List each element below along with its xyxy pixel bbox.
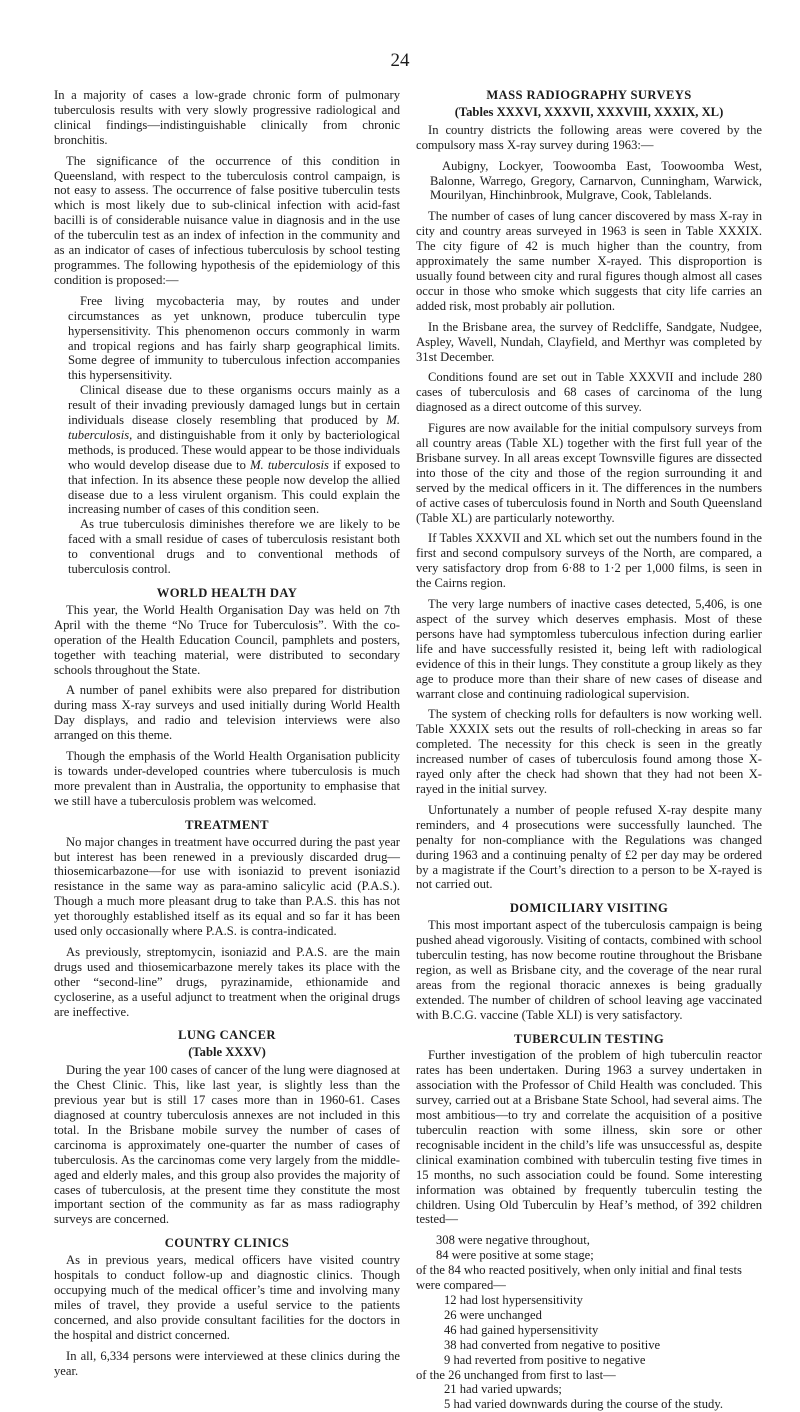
paragraph: Figures are now available for the initial compulsory surveys from all country areas (Table XL) together with the first full year of the Brisbane survey. In all areas except Townsville figures are dissected into those of the city and those of the region surrounding it and served by the medical officers in it. The differences in the numbers of active cases of tuberculosis found in North and South Queensland (Table XL) are particularly noteworthy. xyxy=(416,421,762,525)
result-line: 84 were positive at some stage; xyxy=(436,1248,594,1263)
section-subheading: (Tables XXXVI, XXXVII, XXXVIII, XXXIX, XL) xyxy=(454,104,724,119)
paragraph: In the Brisbane area, the survey of Redcliffe, Sandgate, Nudgee, Aspley, Wavell, Nundah, Clayfield, and Merthyr was completed by 31st December. xyxy=(416,319,762,364)
paragraph: As previously, streptomycin, isoniazid and P.A.S. are the main drugs used and thiosemicarbazone merely takes its place with the other “second-line” drugs, pyrazinamide, ethionamide and cycloserine, as a useful adjunct to treatment when the original drugs are ineffective. xyxy=(54,944,400,1019)
left-column xyxy=(54,88,400,1384)
section-heading-country-clinics: COUNTRY CLINICS xyxy=(164,1236,290,1251)
section-heading-lung-cancer: LUNG CANCER xyxy=(178,1028,276,1043)
survey-areas-list: Aubigny, Lockyer, Toowoomba East, Toowoomba West, Balonne, Warrego, Gregory, Carnarvon, Cunningham, Warwick, Mourilyan, Hinchinbrook, Mulgrave, Cook, Tablelands. xyxy=(430,158,762,203)
paragraph: The significance of the occurrence of this condition in Queensland, with respect to the tuberculosis control campaign, is not easy to assess. The occurrence of false positive tuberculin tests which is most likely due to sub-clinical infection with acid-fast bacilli is of considerable nuisance value in diagnosis and in the use of the tuberculin test as an index of infection in the community and as an indicator of cases of infectious tuberculosis by school testing programmes. The following hypothesis of the epidemiology of this condition is proposed:— xyxy=(54,153,400,287)
paragraph: Though the emphasis of the World Health Organisation publicity is towards under-developed countries where tuberculosis is much more prevalent than in Australia, the opportunity to emphasise that we still have a tuberculosis problem was welcomed. xyxy=(54,749,400,808)
paragraph: During the year 100 cases of cancer of the lung were diagnosed at the Chest Clinic. This, like last year, is slightly less than the previous year but is still 17 cases more than in 1960-61. Cases diagnosed at country tuberculosis annexes are not included in this total. In the Brisbane mobile survey the number of cases of carcinoma is approximately one-quarter the number of cases of tuberculosis. As the carcinomas come very largely from the middle-aged and elderly males, and this group also provides the majority of cases of tuberculosis, at the present time they constitute the most important section of the community as far as mass radiography surveys are concerned. xyxy=(54,1063,400,1227)
page-number: 24 xyxy=(390,50,410,71)
paragraph: In all, 6,334 persons were interviewed at these clinics during the year. xyxy=(54,1348,400,1378)
paragraph: The number of cases of lung cancer discovered by mass X-ray in city and country areas surveyed in 1963 is seen in Table XXXIX. The city figure of 42 is much higher than the country, from approximately the same number X-rayed. This disproportion is usually found between city and rural figures though almost all cases occur in those who smoke which suggests that city life carries an added risk, most probably air pollution. xyxy=(416,209,762,313)
paragraph: No major changes in treatment have occurred during the past year but interest has been renewed in a previously discarded drug—thiosemicarbazone—for use with isoniazid to prevent isoniazid resistance in the same way as para-amino salicylic acid (P.A.S.). Though a much more pleasant drug to take than P.A.S. this has not yet thoroughly established itself as its equal and so far it has been used only occasionally where P.A.S. is contra-indicated. xyxy=(54,834,400,939)
right-column xyxy=(416,88,762,1412)
paragraph: Further investigation of the problem of high tuberculin reactor rates has been undertaken. During 1963 a survey undertaken in association with the Professor of Child Health was concluded. This survey, carried out at a Brisbane State School, had several aims. The most ambitious—to try and correlate the acquisition of a positive tuberculin reaction with some illness, skin sore or other recognisable incident in the child’s life was unsuccessful as, despite clinical examination combined with tuberculin testing five times in 15 months, no such association could be found. Some interesting information was obtained by frequently tuberculin testing the children. Using Old Tuberculin by Heaf’s method, of 392 children tested— xyxy=(416,1048,762,1227)
text-run: and distinguishable from it only by bacteriological methods, is produced. These would appear to be those individuals who would develop disease due to xyxy=(68,427,400,472)
paragraph: This year, the World Health Organisation Day was held on 7th April with the theme “No Truce for Tuberculosis”. With the co-operation of the Health Education Council, pamphlets and posters, together with teaching material, were distributed to secondary schools throughout the State. xyxy=(54,602,400,677)
section-subheading: (Table XXXV) xyxy=(188,1045,266,1060)
text-run: Clinical disease due to these organisms occurs mainly as a result of their invading previously damaged lungs but in certain individuals disease closely resembling that produced by xyxy=(68,383,400,428)
result-line: 308 were negative throughout, xyxy=(436,1233,590,1248)
paragraph: As in previous years, medical officers have visited country hospitals to conduct follow-up and diagnostic clinics. Though occupying much of the medical officer’s time and involving many miles of travel, they provide a useful service to the patients concerned, and also provide consultant facilities for the doctors in the hospital and district concerned. xyxy=(54,1253,400,1342)
section-heading-tuberculin-testing: TUBERCULIN TESTING xyxy=(513,1031,665,1046)
paragraph: Unfortunately a number of people refused X-ray despite many reminders, and 4 prosecutions were successfully launched. The penalty for non-compliance with the Regulations was changed during 1963 and a continuing penalty of £2 per day may be ordered by a magistrate if the Court’s direction to a person to be X-rayed is not carried out. xyxy=(416,802,762,892)
section-heading-world-health-day: WORLD HEALTH DAY xyxy=(156,586,298,600)
result-line: 5 had varied downwards during the course of the study. xyxy=(444,1397,723,1412)
result-line: 26 were unchanged xyxy=(444,1307,542,1322)
paragraph: This most important aspect of the tuberculosis campaign is being pushed ahead vigorously. Visiting of contacts, combined with school tuberculin testing, has now become routine throughout the Brisbane region, as well as Brisbane city, and the coverage of the near rural areas from the regional thoracic annexes is being gradually extended. The number of children of school leaving age vaccinated with B.C.G. vaccine (Table XLI) is very satisfactory. xyxy=(416,918,762,1022)
italic-species: M. tuberculosis xyxy=(250,457,329,472)
paragraph: If Tables XXXVII and XL which set out the numbers found in the first and second compulsory surveys of the North, are compared, a very satisfactory drop from 6·88 to 1·2 per 1,000 films, is seen in the Cairns region. xyxy=(416,531,762,591)
text-run: if exposed to that infection. In its absence these people now develop the allied disease due to a less virulent organism. This could explain the increasing number of cases of this condition seen. xyxy=(68,457,401,517)
section-heading-treatment: TREATMENT xyxy=(185,817,269,832)
paragraph: In country districts the following areas were covered by the compulsory mass X-ray survey during 1963:— xyxy=(416,122,762,152)
result-line: 21 had varied upwards; xyxy=(444,1382,562,1397)
result-line: of the 26 unchanged from first to last— xyxy=(416,1367,616,1382)
section-heading-domiciliary-visiting: DOMICILIARY VISITING xyxy=(509,901,669,916)
paragraph: A number of panel exhibits were also prepared for distribution during mass X-ray surveys and used initially during World Health Day displays, and radio and television interviews were also arranged on this theme. xyxy=(54,683,400,743)
result-line: 46 had gained hypersensitivity xyxy=(444,1322,599,1337)
paragraph: The very large numbers of inactive cases detected, 5,406, is one aspect of the survey which deserves emphasis. Most of these persons have had symptomless tuberculous infection during earlier life and have successfully resisted it, being left with radiological evidence of this in their lungs. They constitute a group likely as they age to produce more than their share of new cases of disease and warrant close and continuing radiological supervision. xyxy=(416,597,762,701)
result-line: 9 had reverted from positive to negative xyxy=(444,1352,646,1367)
result-line: 12 had lost hypersensitivity xyxy=(444,1292,583,1307)
section-heading-mass-radiography: MASS RADIOGRAPHY SURVEYS xyxy=(486,88,692,102)
paragraph: Conditions found are set out in Table XXXVII and include 280 cases of tuberculosis and 68 cases of carcinoma of the lung diagnosed as a direct outcome of this survey. xyxy=(416,370,762,415)
paragraph: The system of checking rolls for defaulters is now working well. Table XXXIX sets out the results of roll-checking in areas so far completed. The necessity for this check is seen in the greatly increased number of cases of tuberculosis found among those X-rayed only after the check had shown that they had not been X-rayed in the initial survey. xyxy=(416,707,762,796)
result-line: 38 had converted from negative to positive xyxy=(444,1337,661,1352)
hypothesis-paragraph: Free living mycobacteria may, by routes and under circumstances as yet unknown, produce tuberculin type hypersensitivity. This phenomenon occurs commonly in warm and tropical regions and has fairly sharp geographical limits. Some degree of immunity to tuberculous infection accompanies this hypersensitivity. xyxy=(68,293,400,383)
result-line: of the 84 who reacted positively, when only initial and final tests were compared— xyxy=(416,1263,742,1293)
paragraph: In a majority of cases a low-grade chronic form of pulmonary tuberculosis results with very slowly progressive radiological and clinical findings—indistinguishable clinically from chronic bronchitis. xyxy=(54,88,400,147)
italic-species: M. tuberculosis, xyxy=(68,413,400,442)
hypothesis-paragraph: As true tuberculosis diminishes therefore we are likely to be faced with a small residue of cases of tuberculosis resistant both to conventional drugs and to conventional methods of tuberculosis control. xyxy=(68,517,400,577)
hypothesis-paragraph xyxy=(68,383,400,517)
